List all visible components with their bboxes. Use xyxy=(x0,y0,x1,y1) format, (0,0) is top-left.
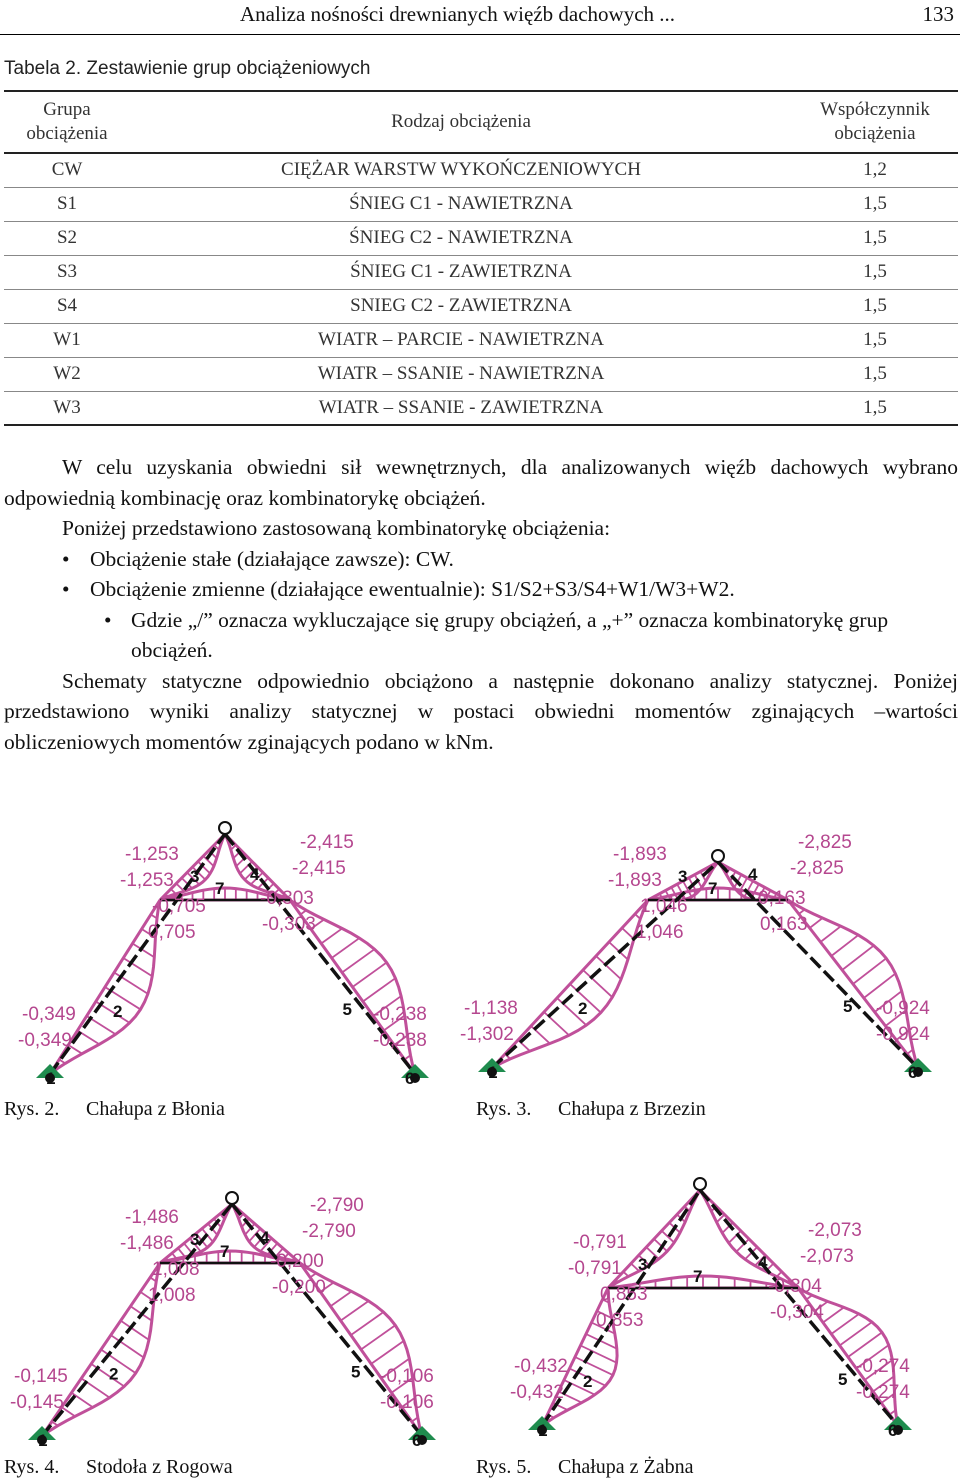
moment-value-label: -1,486 xyxy=(120,1233,174,1254)
cell-type: CIĘŻAR WARSTW WYKOŃCZENIOWYCH xyxy=(281,159,641,181)
moment-value-label: 1,008 xyxy=(148,1285,196,1306)
load-groups-table xyxy=(4,90,958,426)
moment-value-label: -0,238 xyxy=(373,1030,427,1051)
cell-type: ŚNIEG C1 - ZAWIETRZNA xyxy=(350,261,572,282)
moment-value-label: -0,304 xyxy=(768,1276,822,1297)
moment-value-label: -0,274 xyxy=(856,1382,910,1403)
figure-caption xyxy=(476,1456,694,1479)
node-label: 1 xyxy=(488,1063,498,1082)
paragraph: Schematy statyczne odpowiednio obciążono a następnie dokonano analizy statycznej. Poniżej przedstawiono wyniki analizy statycznej w postaci obwiedni momentów zginających –wartości obliczeniowych momentów zginających podano w kNm. xyxy=(4,668,958,754)
figure-label: Rys. 4. xyxy=(4,1456,60,1478)
node-label: 3 xyxy=(678,867,688,886)
ridge-hinge xyxy=(694,1178,706,1190)
moment-value-label: -2,790 xyxy=(310,1195,364,1216)
node-label: 7 xyxy=(708,879,718,898)
figure-label: Rys. 5. xyxy=(476,1456,532,1478)
rafter-left xyxy=(492,862,718,1068)
combination-list xyxy=(4,544,958,666)
node-label: 3 xyxy=(190,1230,200,1249)
cell-type: WIATR – SSANIE - ZAWIETRZNA xyxy=(318,396,604,418)
moment-hatch xyxy=(342,949,374,972)
moment-hatch xyxy=(363,978,395,1001)
header-type: Rodzaj obciążenia xyxy=(391,111,531,132)
moment-value-label: -0,924 xyxy=(876,998,930,1019)
node-label: 5 xyxy=(838,1370,848,1389)
moment-hatch xyxy=(575,1357,613,1375)
moment-value-label: -2,415 xyxy=(300,832,354,853)
figure-rys-4 xyxy=(0,1178,470,1460)
moment-value-label: -0,924 xyxy=(876,1024,930,1045)
moment-hatch xyxy=(864,974,896,998)
moment-value-label: -0,238 xyxy=(373,1004,427,1025)
figure-caption xyxy=(4,1098,225,1121)
moment-value-label: -1,893 xyxy=(613,844,667,865)
moment-diagram xyxy=(460,812,948,1092)
node-label: 4 xyxy=(758,1253,768,1272)
page-header xyxy=(0,0,960,35)
moment-value-label: 0,163 xyxy=(760,914,808,935)
moment-value-label: -0,106 xyxy=(380,1392,434,1413)
figure-title: Chałupa z Błonia xyxy=(86,1098,225,1120)
node-label: 7 xyxy=(693,1267,703,1286)
moment-hatch xyxy=(853,958,886,984)
cell-group: W1 xyxy=(53,329,81,350)
cell-group: CW xyxy=(51,159,83,181)
figure-title: Chałupa z Brzezin xyxy=(558,1098,706,1120)
node-label: 2 xyxy=(583,1372,593,1391)
moment-value-label: -2,825 xyxy=(790,858,844,879)
cell-group: W3 xyxy=(53,396,81,418)
moment-diagram xyxy=(478,1178,948,1460)
node-label: 7 xyxy=(220,1242,230,1261)
moment-diagram xyxy=(0,812,470,1092)
table-header-row xyxy=(4,91,958,153)
moment-hatch xyxy=(341,1301,369,1321)
moment-value-label: -2,073 xyxy=(808,1220,862,1241)
table-row xyxy=(4,323,958,357)
moment-value-label: -2,825 xyxy=(798,832,852,853)
moment-value-label: -0,705 xyxy=(152,896,206,917)
node-label: 6 xyxy=(908,1063,918,1082)
moment-value-label: -0,791 xyxy=(568,1258,622,1279)
moment-hatch xyxy=(842,946,874,970)
moment-value-label: -0,200 xyxy=(270,1251,324,1272)
list-item: • Gdzie „/” oznacza wykluczające się grupy obciążeń, a „+” oznacza kombinatorykę grup obciążeń. xyxy=(4,605,958,666)
cell-factor: 1,5 xyxy=(863,329,887,350)
moment-hatch xyxy=(321,928,342,943)
moment-hatch xyxy=(821,926,841,942)
node-label: 5 xyxy=(351,1362,361,1382)
cell-group: S4 xyxy=(56,295,78,316)
moment-hatch xyxy=(646,1247,658,1259)
moment-hatch xyxy=(831,1314,859,1334)
list-item: • Obciążenie zmienne (działające ewentualnie): S1/S2+S3/S4+W1/W3+W2. xyxy=(4,574,958,605)
moment-hatch xyxy=(72,1393,93,1408)
moment-hatch xyxy=(178,1248,185,1257)
moment-hatch xyxy=(59,1060,65,1064)
node-label: 6 xyxy=(412,1431,422,1450)
cell-factor: 1,5 xyxy=(863,193,887,214)
moment-value-label: -0,349 xyxy=(18,1030,72,1051)
figure-caption xyxy=(476,1098,706,1121)
node-label: 4 xyxy=(748,865,758,884)
cell-group: S3 xyxy=(56,261,78,282)
moment-diagram xyxy=(0,1178,470,1460)
cell-group: S1 xyxy=(56,193,78,214)
moment-value-label: -2,790 xyxy=(302,1221,356,1242)
cell-factor: 1,5 xyxy=(863,396,887,418)
moment-value-label: -1,302 xyxy=(460,1024,514,1045)
moment-value-label: -1,893 xyxy=(608,870,662,891)
node-label: 7 xyxy=(215,879,225,898)
moment-value-label: -1,253 xyxy=(125,844,179,865)
moment-hatch xyxy=(351,1312,384,1335)
figure-label: Rys. 3. xyxy=(476,1098,532,1120)
figure-title: Chałupa z Żabna xyxy=(558,1456,694,1478)
header-factor: Współczynnik obciążenia xyxy=(820,99,930,144)
table-row xyxy=(4,221,958,255)
node-label: 3 xyxy=(190,867,200,886)
figure-title: Stodoła z Rogowa xyxy=(86,1456,233,1478)
node-label: 6 xyxy=(405,1069,415,1088)
node-label: 1 xyxy=(38,1431,48,1450)
moment-value-label: -1,253 xyxy=(120,870,174,891)
moment-value-label: -1,138 xyxy=(464,998,518,1019)
node-label: 2 xyxy=(113,1002,123,1021)
ridge-hinge xyxy=(226,1192,238,1204)
node-label: 4 xyxy=(250,865,260,884)
node-label: 3 xyxy=(638,1255,648,1274)
node-label: 1 xyxy=(46,1069,56,1088)
cell-type: ŚNIEG C1 - NAWIETRZNA xyxy=(349,193,573,214)
figure-rys-5 xyxy=(478,1178,948,1460)
moment-hatch xyxy=(332,938,360,958)
moment-hatch xyxy=(840,1322,872,1345)
cell-factor: 1,5 xyxy=(863,295,887,316)
moment-value-label: -2,073 xyxy=(800,1246,854,1267)
moment-value-label: -0,349 xyxy=(22,1004,76,1025)
node-label: 6 xyxy=(888,1421,898,1440)
moment-hatch xyxy=(176,884,184,892)
moment-hatch xyxy=(353,962,387,987)
cell-type: WIATR – PARCIE - NAWIETRZNA xyxy=(318,329,604,350)
moment-value-label: -0,304 xyxy=(770,1302,824,1323)
cell-factor: 1,5 xyxy=(863,261,887,282)
body-text xyxy=(4,452,958,757)
moment-value-label: -0,274 xyxy=(856,1356,910,1377)
cell-type: SNIEG C2 - ZAWIETRZNA xyxy=(350,295,572,316)
moment-value-label: 0,163 xyxy=(758,888,806,909)
table-row xyxy=(4,187,958,221)
moment-value-label: -0,145 xyxy=(10,1392,64,1413)
node-label: 2 xyxy=(578,999,588,1018)
table-row xyxy=(4,289,958,323)
moment-hatch xyxy=(331,1291,352,1306)
node-label: 1 xyxy=(538,1421,548,1440)
moment-value-label: -0,303 xyxy=(262,914,316,935)
ridge-hinge xyxy=(219,822,231,834)
moment-value-label: -0,303 xyxy=(260,888,314,909)
moment-hatch xyxy=(810,918,823,928)
cell-group: S2 xyxy=(56,227,78,248)
moment-value-label: -2,415 xyxy=(292,858,346,879)
cell-factor: 1,5 xyxy=(863,227,887,248)
moment-value-label: -0,791 xyxy=(573,1232,627,1253)
moment-value-label: 0,853 xyxy=(596,1310,644,1331)
moment-hatch xyxy=(361,1325,395,1349)
table-row xyxy=(4,357,958,391)
rafter-left xyxy=(542,1190,703,1426)
node-label: 4 xyxy=(260,1228,270,1247)
table-caption: Tabela 2. Zestawienie grup obciążeniowych xyxy=(4,58,371,79)
moment-hatch xyxy=(123,958,152,976)
header-group: Grupa obciążenia xyxy=(26,99,108,144)
ridge-hinge xyxy=(712,850,724,862)
node-label: 5 xyxy=(342,1000,352,1019)
moment-hatch xyxy=(623,1272,628,1277)
moment-value-label: 0,705 xyxy=(148,922,196,943)
moment-value-label: 1,008 xyxy=(152,1259,200,1280)
moment-value-label: -0,106 xyxy=(380,1366,434,1387)
figure-caption xyxy=(4,1456,233,1479)
table-row xyxy=(4,153,958,187)
cell-type: WIATR – SSANIE - NAWIETRZNA xyxy=(317,363,605,384)
running-title: Analiza nośności drewnianych więźb dachowych ... xyxy=(240,2,676,26)
moment-value-label: 0,853 xyxy=(600,1284,648,1305)
moment-hatch xyxy=(823,1307,844,1322)
node-label: 5 xyxy=(843,997,853,1016)
figure-label: Rys. 2. xyxy=(4,1098,60,1120)
cell-factor: 1,5 xyxy=(863,363,887,384)
moment-value-label: -0,200 xyxy=(272,1277,326,1298)
moment-hatch xyxy=(371,1341,404,1364)
node-label: 2 xyxy=(109,1364,119,1384)
paragraph: W celu uzyskania obwiedni sił wewnętrznych, dla analizowanych więźb dachowych wybrano odpowiednią kombinację oraz kombinatorykę obciążeń. xyxy=(4,455,958,510)
moment-value-label: -0,145 xyxy=(14,1366,68,1387)
table-row xyxy=(4,255,958,289)
paragraph: Poniżej przedstawiono zastosowaną kombinatorykę obciążenia: xyxy=(62,516,611,540)
moment-value-label: 1,046 xyxy=(640,896,688,917)
moment-hatch xyxy=(52,1422,58,1426)
moment-hatch xyxy=(114,973,148,994)
cell-type: ŚNIEG C2 - NAWIETRZNA xyxy=(349,227,573,248)
moment-value-label: -0,432 xyxy=(514,1356,568,1377)
moment-hatch xyxy=(622,928,634,939)
figure-rys-3 xyxy=(460,812,948,1092)
figure-rys-2 xyxy=(0,812,470,1092)
moment-hatch xyxy=(831,935,858,956)
moment-value-label: 1,046 xyxy=(636,922,684,943)
moment-value-label: -1,486 xyxy=(125,1207,179,1228)
cell-group: W2 xyxy=(53,363,81,384)
moment-value-label: -0,432 xyxy=(510,1382,564,1403)
table-row xyxy=(4,391,958,425)
page-number: 133 xyxy=(922,2,954,26)
cell-factor: 1,2 xyxy=(863,159,887,181)
list-item: • Obciążenie stałe (działające zawsze): CW. xyxy=(4,544,958,575)
